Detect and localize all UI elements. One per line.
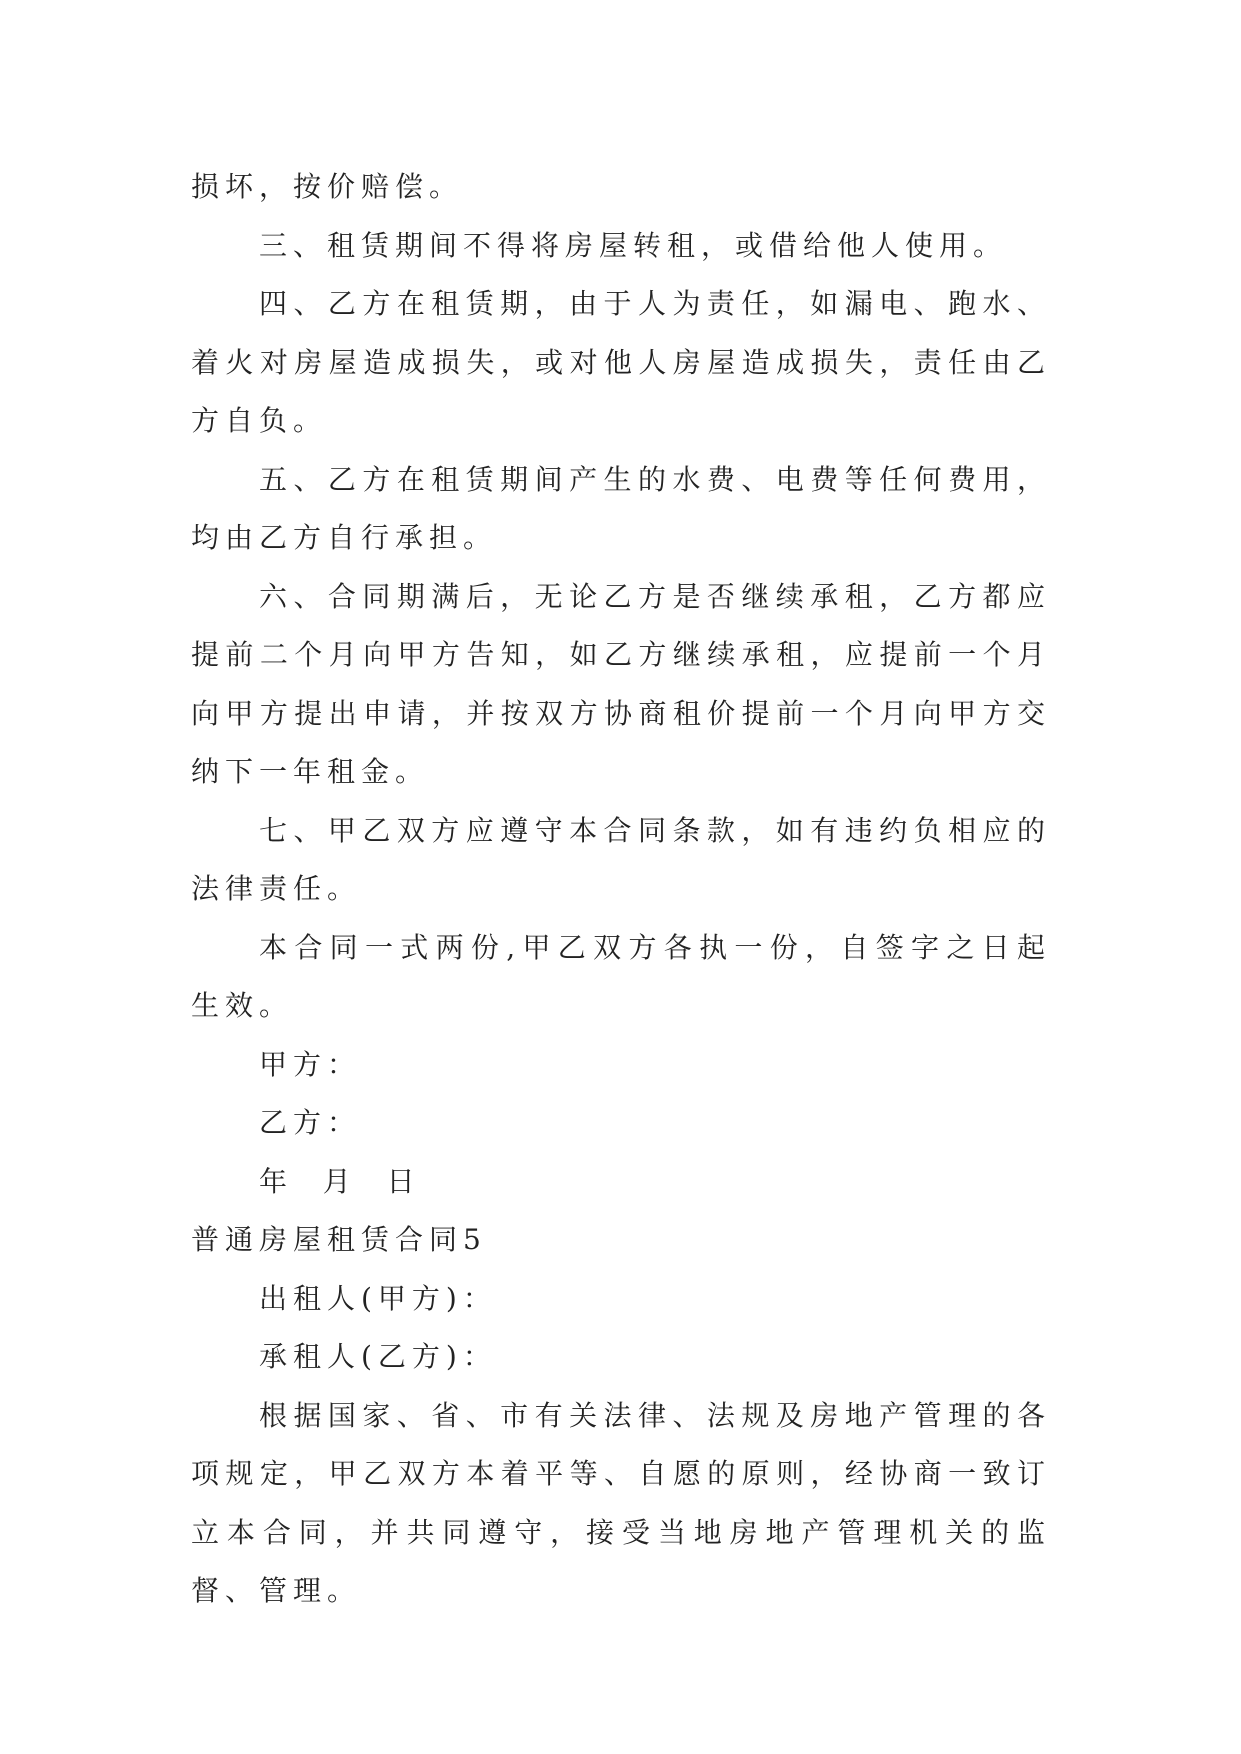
paragraph-clause-7: 七、甲乙双方应遵守本合同条款，如有违约负相应的法律责任。 bbox=[191, 813, 1051, 905]
lessor-line: 出租人(甲方)： bbox=[259, 1281, 497, 1315]
paragraph-clause-3: 三、租赁期间不得将房屋转租，或借给他人使用。 bbox=[259, 228, 1008, 262]
paragraph-continuation: 损坏，按价赔偿。 bbox=[191, 170, 464, 203]
signature-party-a: 甲方： bbox=[259, 1047, 362, 1081]
paragraph-clause-4: 四、乙方在租赁期，由于人为责任，如漏电、跑水、着火对房屋造成损失，或对他人房屋造成损失，责任由乙方自负。 bbox=[191, 287, 1051, 437]
document-body bbox=[191, 158, 1051, 1621]
paragraph-preamble: 根据国家、省、市有关法律、法规及房地产管理的各项规定，甲乙双方本着平等、自愿的原则，经协商一致订立本合同，并共同遵守，接受当地房地产管理机关的监督、管理。 bbox=[191, 1398, 1051, 1607]
contract-title: 普通房屋租赁合同5 bbox=[191, 1223, 487, 1256]
paragraph-copies: 本合同一式两份,甲乙双方各执一份，自签字之日起生效。 bbox=[191, 930, 1051, 1022]
lessee-line: 承租人(乙方)： bbox=[259, 1340, 497, 1373]
signature-date: 年 月 日 bbox=[259, 1164, 421, 1198]
signature-party-b: 乙方： bbox=[259, 1106, 362, 1139]
paragraph-clause-5: 五、乙方在租赁期间产生的水费、电费等任何费用，均由乙方自行承担。 bbox=[191, 462, 1051, 554]
paragraph-clause-6: 六、合同期满后，无论乙方是否继续承租，乙方都应提前二个月向甲方告知，如乙方继续承租，应提前一个月向甲方提出申请，并按双方协商租价提前一个月向甲方交纳下一年租金。 bbox=[191, 579, 1051, 788]
